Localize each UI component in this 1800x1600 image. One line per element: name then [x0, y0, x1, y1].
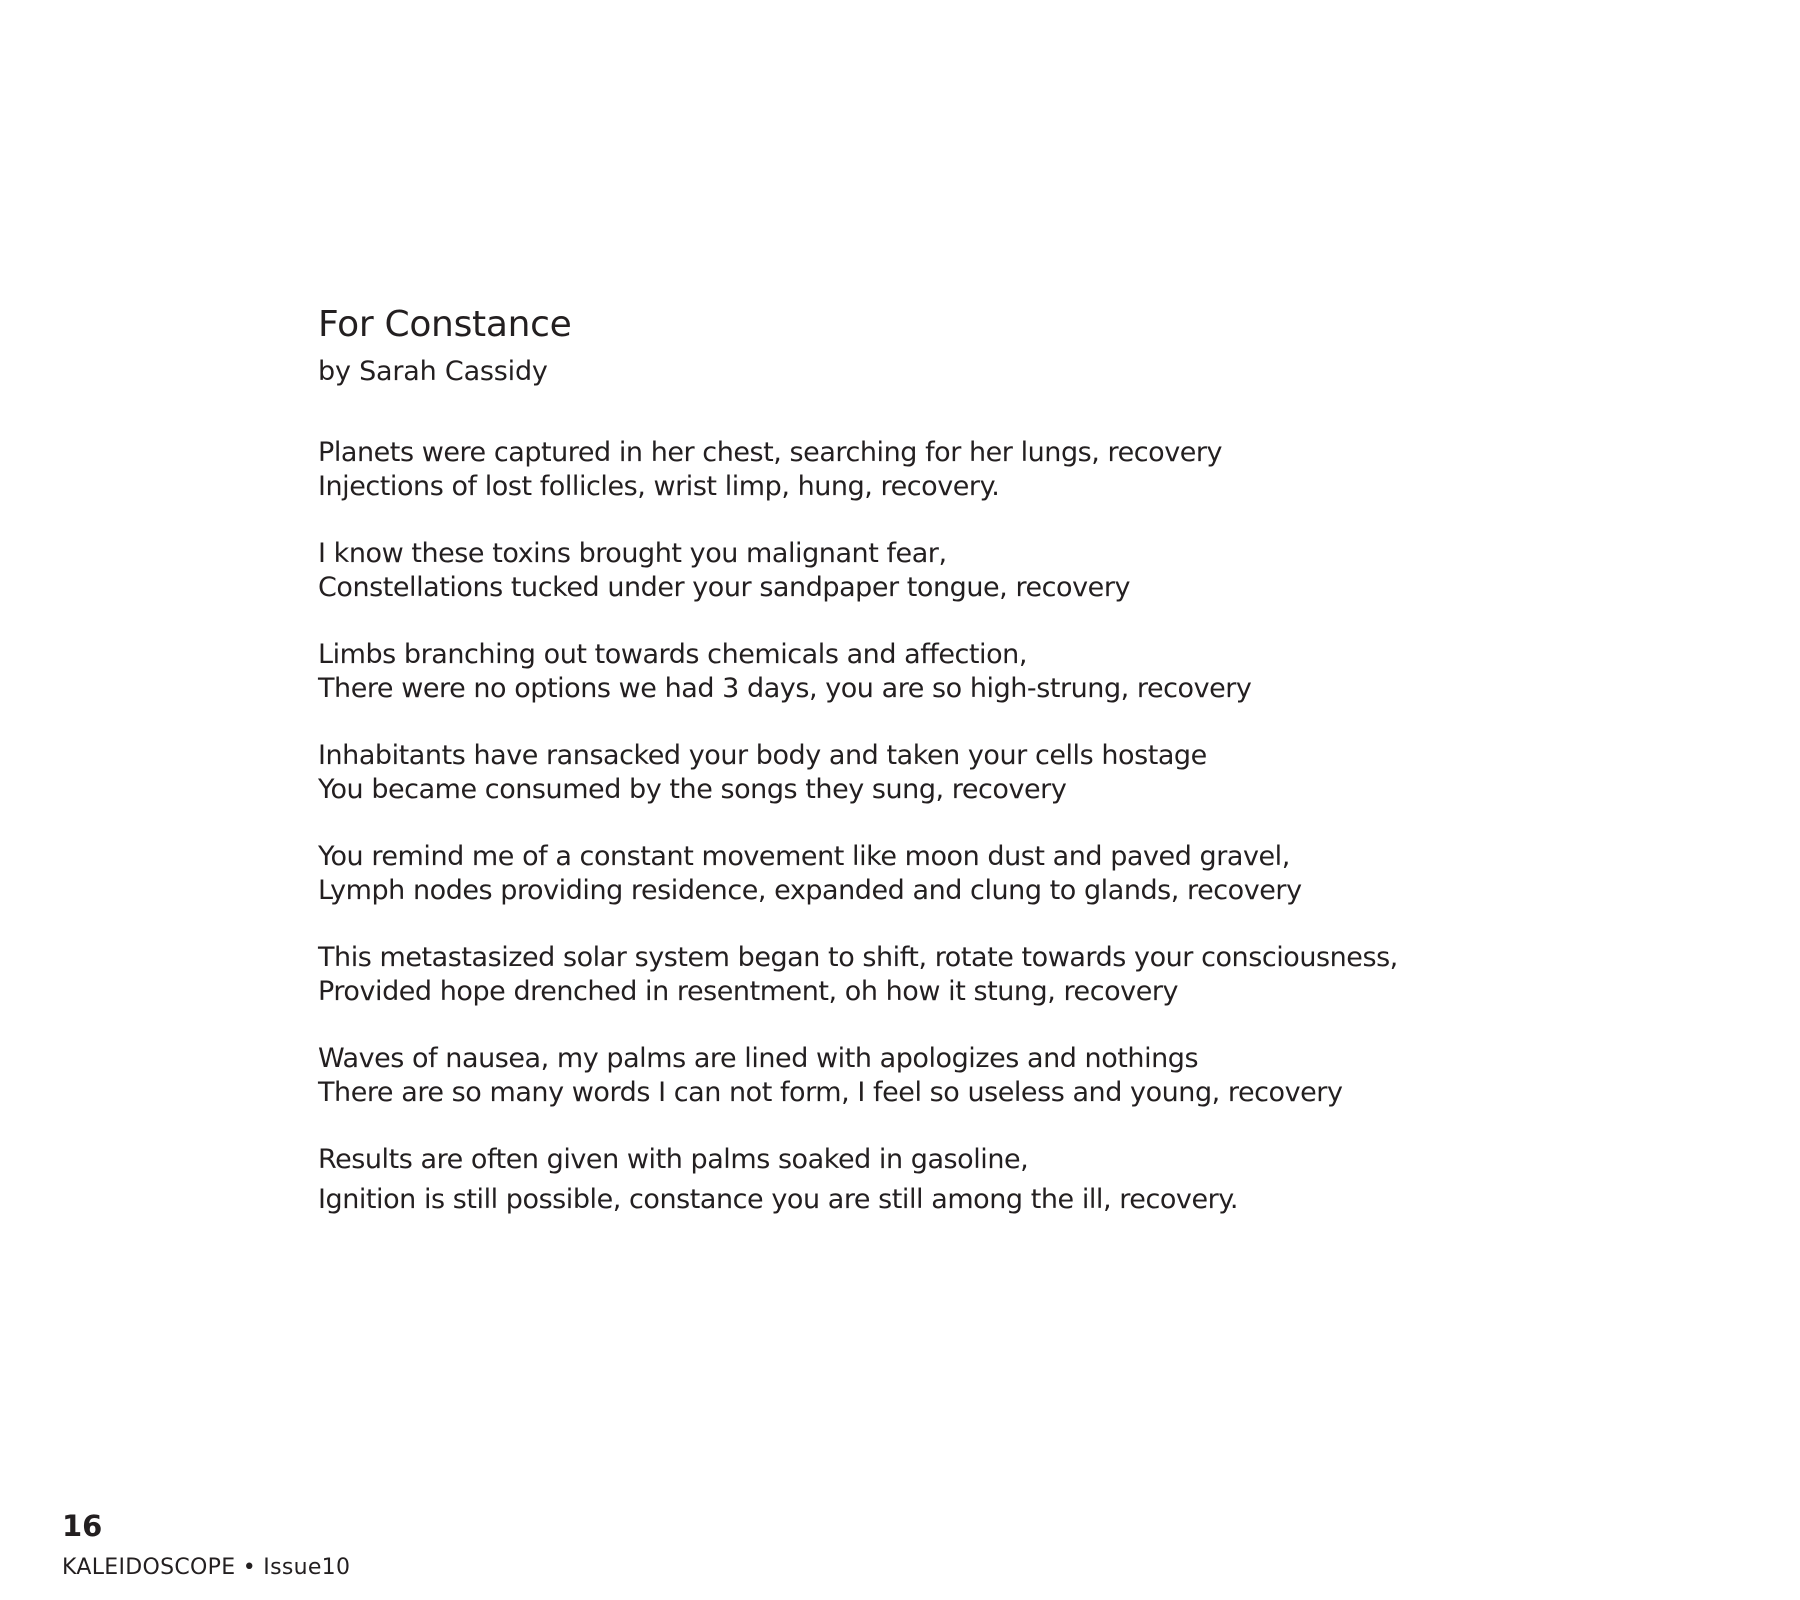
stanza-3 [318, 638, 1518, 705]
separator-bullet: • [242, 1555, 256, 1580]
poem-line: Provided hope drenched in resentment, oh how it stung, recovery [318, 975, 1179, 1007]
publication-name: KALEIDOSCOPE [62, 1555, 236, 1580]
poem-line: You remind me of a constant movement like moon dust and paved gravel, [318, 841, 1290, 872]
poem-line: Results are often given with palms soaked in gasoline, [318, 1144, 1029, 1175]
page-number: 16 [62, 1509, 103, 1543]
poem-body [318, 436, 1518, 1216]
page-footer [62, 1510, 350, 1582]
poem-line: Injections of lost follicles, wrist limp, hung, recovery. [318, 470, 1000, 502]
stanza-2 [318, 537, 1518, 604]
stanza-6 [318, 941, 1518, 1008]
poem-line: Lymph nodes providing residence, expanded and clung to glands, recovery [318, 874, 1302, 906]
stanza-7 [318, 1042, 1518, 1109]
stanza-8 [318, 1143, 1518, 1216]
poem-line: There are so many words I can not form, I feel so useless and young, recovery [318, 1076, 1343, 1108]
poem-line: Ignition is still possible, constance you are still among the ill, recovery. [318, 1183, 1239, 1215]
stanza-4 [318, 739, 1518, 806]
poem-line: There were no options we had 3 days, you are so high-strung, recovery [318, 672, 1252, 704]
poem-line: Limbs branching out towards chemicals and affection, [318, 639, 1027, 670]
poem-line: You became consumed by the songs they sung, recovery [318, 773, 1067, 805]
poem-line: Waves of nausea, my palms are lined with apologizes and nothings [318, 1043, 1199, 1074]
poem [318, 302, 1518, 1250]
poem-line: This metastasized solar system began to shift, rotate towards your consciousness, [318, 942, 1398, 973]
poem-line: I know these toxins brought you malignant fear, [318, 538, 947, 569]
poem-line: Inhabitants have ransacked your body and taken your cells hostage [318, 740, 1207, 771]
issue-label: Issue10 [263, 1555, 351, 1580]
publication-line [62, 1554, 350, 1582]
poem-title: For Constance [318, 304, 572, 345]
stanza-1 [318, 436, 1518, 503]
poem-line: Constellations tucked under your sandpaper tongue, recovery [318, 571, 1130, 603]
poem-line: Planets were captured in her chest, searching for her lungs, recovery [318, 437, 1223, 468]
stanza-5 [318, 840, 1518, 907]
poem-author: by Sarah Cassidy [318, 356, 548, 387]
